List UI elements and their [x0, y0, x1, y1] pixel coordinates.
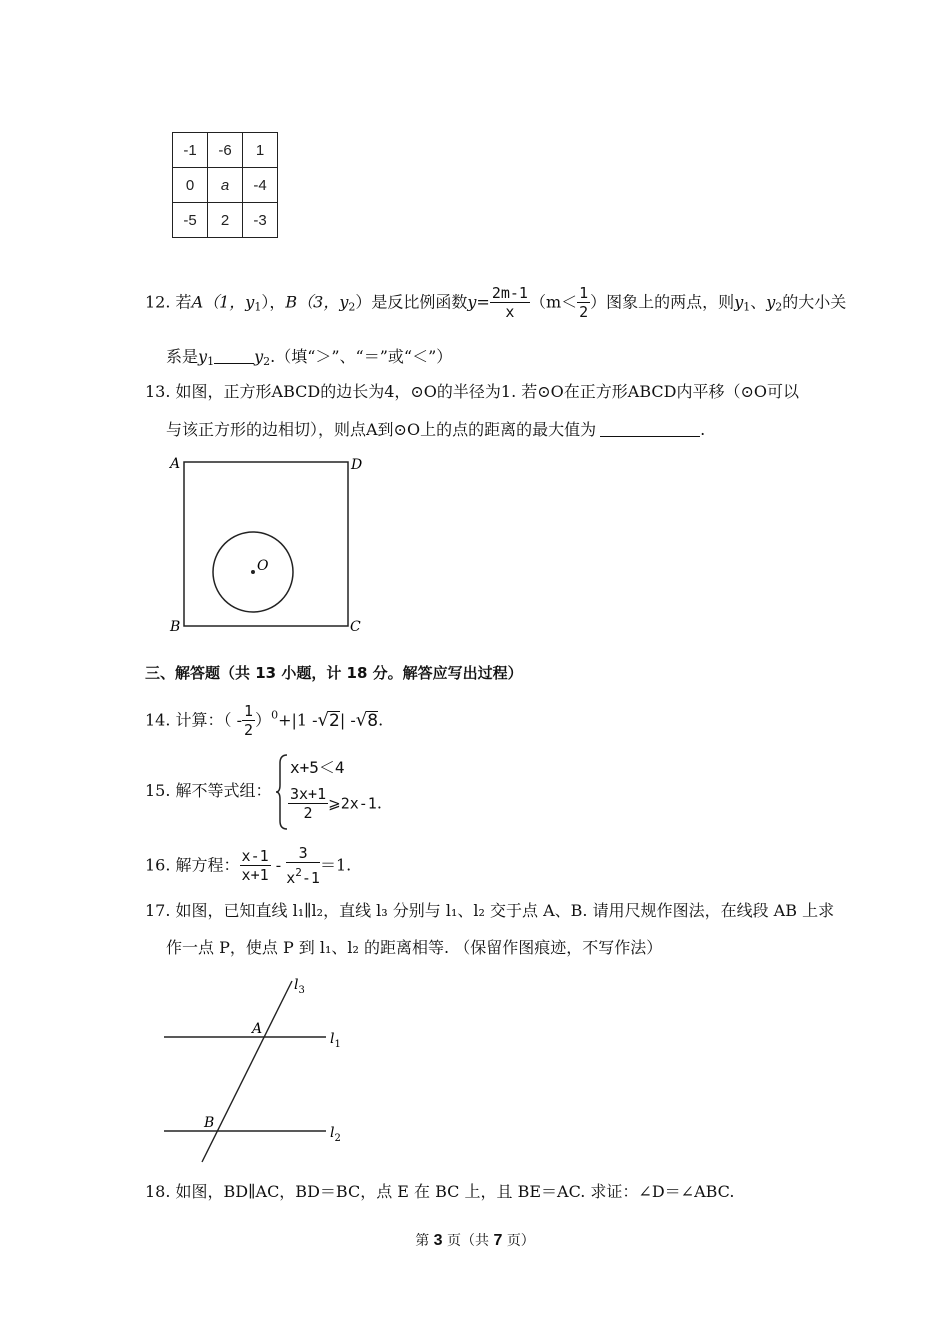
text: 页）: [506, 1233, 535, 1249]
text: 页（共: [447, 1233, 489, 1249]
label-l3: $l_3$: [294, 977, 305, 996]
fraction-numerator: x-1: [241, 847, 269, 865]
subscript: 1: [743, 300, 751, 314]
fraction-half: [577, 284, 590, 322]
text: 的大小关: [782, 292, 847, 312]
question-18: 18. 如图，BD∥AC，BD＝BC，点 E 在 BC 上，且 BE＝AC. 求证：∠D＝∠ABC.: [145, 1182, 735, 1201]
label-b: B: [170, 619, 181, 635]
figure-parallel-lines: [160, 975, 360, 1170]
grid-cell: 0: [173, 168, 208, 203]
label-l2: $l_2$: [330, 1125, 341, 1144]
label-d: D: [351, 457, 363, 473]
text: ）: [255, 710, 272, 730]
text: .: [376, 793, 382, 813]
label-point-b: B: [204, 1115, 215, 1131]
label-a: A: [170, 456, 181, 472]
inequality-rhs: ⩾2x-1: [328, 794, 377, 813]
y-equals: y=: [467, 292, 490, 312]
grid-cell: -3: [243, 203, 278, 238]
sqrt-radicand: 8: [367, 710, 379, 731]
fraction-numerator: 1: [244, 702, 254, 720]
square-abcd: [184, 462, 348, 626]
question-12-line2: [166, 346, 452, 373]
grid-cell: 1: [243, 133, 278, 168]
fraction-numerator: 1: [579, 284, 589, 302]
inequality-2: [288, 785, 382, 823]
text: 14. 计算：（ -: [145, 710, 243, 730]
text: ＝1.: [319, 855, 352, 875]
fraction-half: [242, 702, 255, 740]
var-y: y: [766, 292, 776, 312]
subscript: 2: [348, 300, 356, 314]
sqrt-sign: √: [355, 709, 368, 731]
text: .（填“＞”、“＝”或“＜”）: [270, 347, 453, 366]
var-y: y: [254, 347, 264, 366]
text: ）是反比例函数: [355, 292, 468, 312]
question-13-line1: 13. 如图，正方形ABCD的边长为4，⊙O的半径为1. 若⊙O在正方形ABCD内平移（⊙O可以: [145, 382, 799, 401]
grid-cell: 2: [208, 203, 243, 238]
subscript: 1: [254, 300, 262, 314]
text: ）: [261, 292, 270, 312]
grid-cell: -5: [173, 203, 208, 238]
text: +|1 -: [278, 710, 318, 730]
fraction-denominator: [286, 863, 320, 888]
point-b: B（3，y: [285, 292, 349, 312]
var-y: y: [198, 347, 208, 366]
inequality-1: x+5＜4: [290, 758, 345, 777]
var-y: y: [734, 292, 744, 312]
text: 系是: [166, 347, 199, 366]
label-l1: $l_1$: [330, 1031, 341, 1050]
text: | -: [339, 710, 356, 730]
sqrt-radicand: 2: [329, 710, 340, 731]
text: .: [700, 420, 706, 439]
section-heading: 三、解答题（共 13 小题，计 18 分。解答应写出过程）: [145, 664, 523, 682]
grid-cell: -4: [243, 168, 278, 203]
total-pages: 7: [493, 1232, 503, 1249]
text: 若: [175, 292, 192, 312]
text: x: [286, 869, 296, 887]
fraction-2: [286, 844, 320, 888]
fraction-denominator: 2: [244, 721, 254, 739]
fraction-1: [240, 847, 271, 885]
superscript: 2: [295, 866, 302, 879]
fraction-denominator: 2: [303, 804, 313, 822]
question-number: 12.: [145, 292, 171, 312]
brace-icon: [275, 753, 289, 831]
label-point-a: A: [252, 1021, 263, 1037]
label-c: C: [350, 619, 361, 635]
sqrt-sign: √: [317, 709, 330, 731]
page-number: 3: [433, 1232, 443, 1249]
question-14: [145, 702, 383, 740]
figure-square-circle: [160, 450, 370, 640]
text: .: [378, 710, 384, 730]
fraction-numerator: 3: [286, 844, 320, 863]
text: ）图象上的两点，则: [590, 292, 735, 312]
question-17-line1: 17. 如图，已知直线 l₁∥l₂，直线 l₃ 分别与 l₁、l₂ 交于点 A、B. 请用尺规作图法，在线段 AB 上求: [145, 901, 835, 920]
fraction: [288, 785, 328, 823]
line-l3: [202, 981, 292, 1162]
grid-cell: -1: [173, 133, 208, 168]
question-17-line2: 作一点 P，使点 P 到 l₁、l₂ 的距离相等. （保留作图痕迹，不写作法）: [166, 938, 663, 957]
question-16: [145, 844, 351, 888]
fraction-denominator: x+1: [241, 866, 269, 884]
text: -1: [301, 869, 320, 887]
text: 与该正方形的边相切），则点A到⊙O上的点的距离的最大值为: [166, 420, 597, 439]
answer-blank[interactable]: [214, 347, 254, 364]
subscript: 1: [207, 355, 215, 368]
question-15-label: 15. 解不等式组：: [145, 781, 272, 800]
question-13-line2: [166, 419, 705, 441]
text: 16. 解方程：: [145, 855, 240, 875]
question-12-line1: [145, 284, 846, 322]
superscript: 0: [271, 708, 279, 722]
subscript: 2: [775, 300, 783, 314]
subscript: 2: [263, 355, 271, 368]
text: 第: [415, 1233, 430, 1249]
text: （m＜: [529, 292, 578, 312]
fraction-numerator: 2m-1: [491, 284, 528, 302]
fraction-function: [490, 284, 530, 322]
center-point: [251, 570, 255, 574]
page-footer: [0, 1230, 950, 1250]
text: -: [275, 855, 282, 875]
text: 、: [750, 292, 767, 312]
answer-blank[interactable]: [600, 420, 700, 437]
number-grid: [172, 132, 278, 238]
label-o: O: [257, 558, 269, 574]
fraction-denominator: 2: [579, 303, 589, 321]
point-a: A（1，y: [191, 292, 255, 312]
fraction-denominator: x: [505, 303, 515, 321]
fraction-numerator: 3x+1: [290, 785, 327, 803]
grid-cell: -6: [208, 133, 243, 168]
text: ，: [269, 292, 286, 312]
grid-cell: a: [208, 168, 243, 203]
